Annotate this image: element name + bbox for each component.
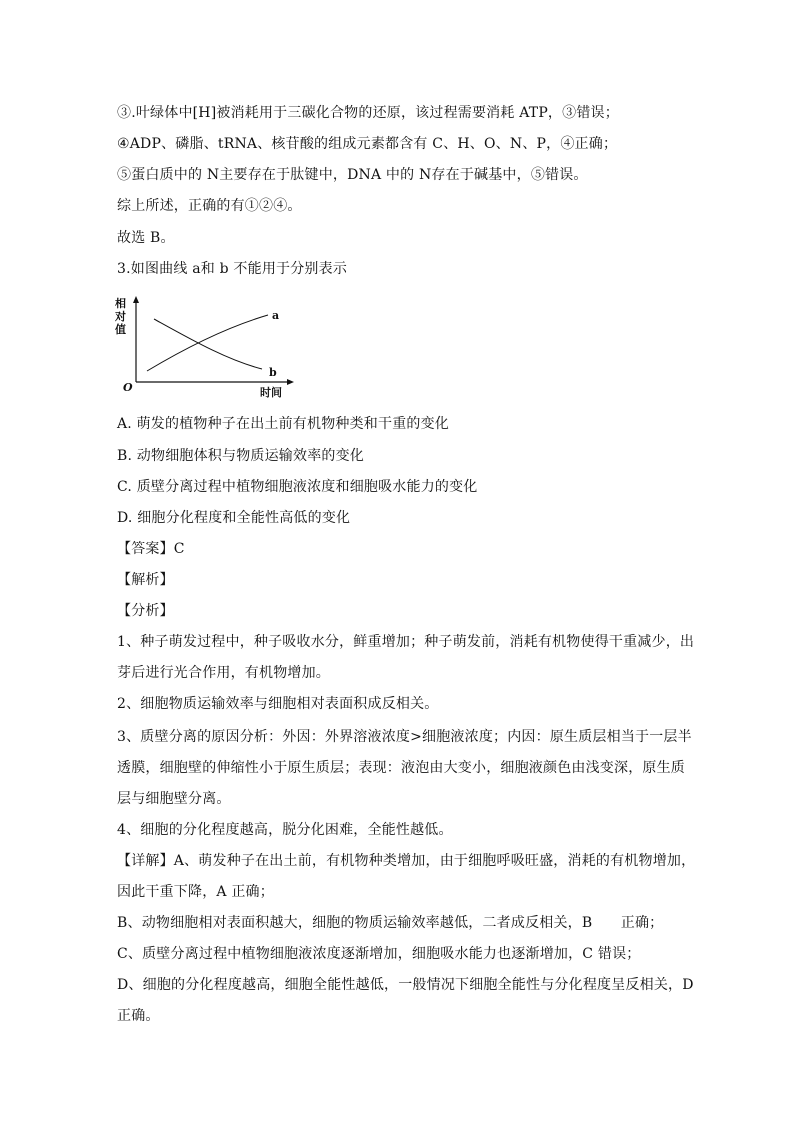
detail-line: C、质壁分离过程中植物细胞液浓度逐渐增加，细胞吸水能力也逐渐增加，C 错误；: [117, 946, 641, 962]
x-axis-arrow: [287, 379, 294, 385]
analysis-line: 1、种子萌发过程中，种子吸收水分，鲜重增加；种子萌发前，消耗有机物使得干重减少，出: [117, 634, 695, 650]
option-d: D. 细胞分化程度和全能性高低的变化: [117, 510, 351, 526]
option-c: C. 质壁分离过程中植物细胞液浓度和细胞吸水能力的变化: [117, 479, 478, 495]
text-line: 故选 B。: [117, 230, 175, 246]
detail-line: 【详解】A、萌发种子在出土前，有机物种类增加，由于细胞呼吸旺盛，消耗的有机物增加，: [117, 853, 696, 869]
detail-line: 正确。: [117, 1008, 160, 1024]
analysis-line: 透膜，细胞壁的伸缩性小于原生质层；表现：液泡由大变小，细胞液颜色由浅变深，原生质: [117, 760, 685, 776]
y-axis-label-char: 对: [115, 310, 126, 323]
curve-a: [147, 315, 268, 371]
origin-label: O: [123, 381, 133, 394]
text-line: ③.叶绿体中[H]被消耗用于三碳化合物的还原，该过程需要消耗 ATP，③错误；: [117, 105, 619, 121]
analysis-line: 2、细胞物质运输效率与细胞相对表面积成反相关。: [117, 696, 439, 712]
detail-line: D、细胞的分化程度越高，细胞全能性越低，一般情况下细胞全能性与分化程度呈反相关，D: [117, 977, 694, 993]
fenxi-heading: 【分析】: [117, 603, 174, 619]
answer-line: 【答案】C: [117, 541, 185, 557]
curve-a-label: a: [272, 309, 280, 322]
text-line: ⑤蛋白质中的 N主要存在于肽键中，DNA 中的 N存在于碱基中，⑤错误。: [117, 167, 588, 183]
detail-line: B、动物细胞相对表面积越大，细胞的物质运输效率越低，二者成反相关，B 正确；: [117, 915, 664, 931]
y-axis-label-char: 值: [115, 323, 126, 336]
curve-b-label: b: [269, 366, 277, 379]
curve-b: [154, 319, 262, 369]
question-stem: 3.如图曲线 a和 b 不能用于分别表示: [117, 261, 348, 277]
analysis-line: 4、细胞的分化程度越高，脱分化困难，全能性越低。: [117, 822, 453, 838]
y-axis-label-char: 相: [115, 297, 126, 310]
detail-line: 因此干重下降，A 正确；: [117, 884, 274, 900]
analysis-heading: 【解析】: [117, 572, 174, 588]
analysis-line: 芽后进行光合作用，有机物增加。: [117, 665, 330, 681]
text-line: ④ADP、磷脂、tRNA、核苷酸的组成元素都含有 C、H、O、N、P，④正确；: [117, 136, 618, 152]
y-axis-arrow: [133, 296, 139, 303]
x-axis-label: 时间: [260, 386, 282, 399]
curve-figure: [112, 292, 302, 400]
text-line: 综上所述，正确的有①②④。: [117, 198, 302, 214]
option-b: B. 动物细胞体积与物质运输效率的变化: [117, 448, 364, 464]
option-a: A. 萌发的植物种子在出土前有机物种类和干重的变化: [117, 416, 450, 432]
analysis-line: 层与细胞壁分离。: [117, 791, 231, 807]
analysis-line: 3、质壁分离的原因分析：外因：外界溶液浓度>细胞液浓度；内因：原生质层相当于一层半: [117, 729, 692, 745]
